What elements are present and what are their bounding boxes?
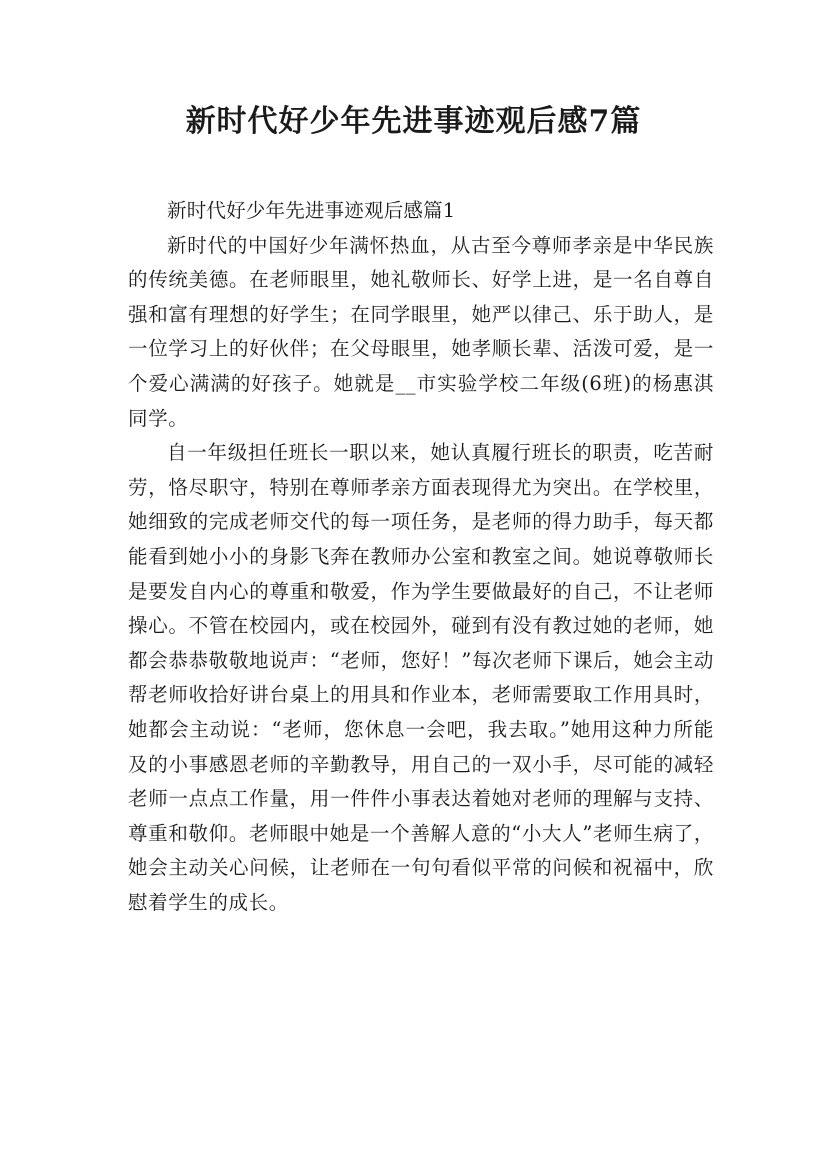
- paragraph-2: 自一年级担任班长一职以来，她认真履行班长的职责，吃苦耐劳，恪尽职守，特别在尊师孝亲方面表现得尤为突出。在学校里，她细致的完成老师交代的每一项任务，是老师的得力助手，每天都能看到她小小的身影飞奔在教师办公室和教室之间。她说尊敬师长是要发自内心的尊重和敬爱，作为学生要做最好的自己，不让老师操心。不管在校园内，或在校园外，碰到有没有教过她的老师，她都会恭恭敬敬地说声：“老师，您好！”每次老师下课后，她会主动帮老师收拾好讲台桌上的用具和作业本，老师需要取工作用具时，她都会主动说：“老师，您休息一会吧，我去取。”她用这种力所能及的小事感恩老师的辛勤教导，用自己的一双小手，尽可能的减轻老师一点点工作量，用一件件小事表达着她对老师的理解与支持、尊重和敬仰。老师眼中她是一个善解人意的“小大人”老师生病了，她会主动关心问候，让老师在一句句看似平常的问候和祝福中，欣慰着学生的成长。: [128, 441, 714, 914]
- paragraph-1: 新时代的中国好少年满怀热血，从古至今尊师孝亲是中华民族的传统美德。在老师眼里，她礼敬师长、好学上进，是一名自尊自强和富有理想的好学生；在同学眼里，她严以律己、乐于助人，是一位学习上的好伙伴；在父母眼里，她孝顺长辈、活泼可爱，是一个爱心满满的好孩子。她就是__市实验学校二年级(6班)的杨惠淇同学。: [128, 233, 714, 430]
- document-title: 新时代好少年先进事迹观后感7篇: [185, 104, 642, 139]
- section-heading: 新时代好少年先进事迹观后感篇1: [167, 199, 456, 222]
- document-body: [128, 194, 714, 920]
